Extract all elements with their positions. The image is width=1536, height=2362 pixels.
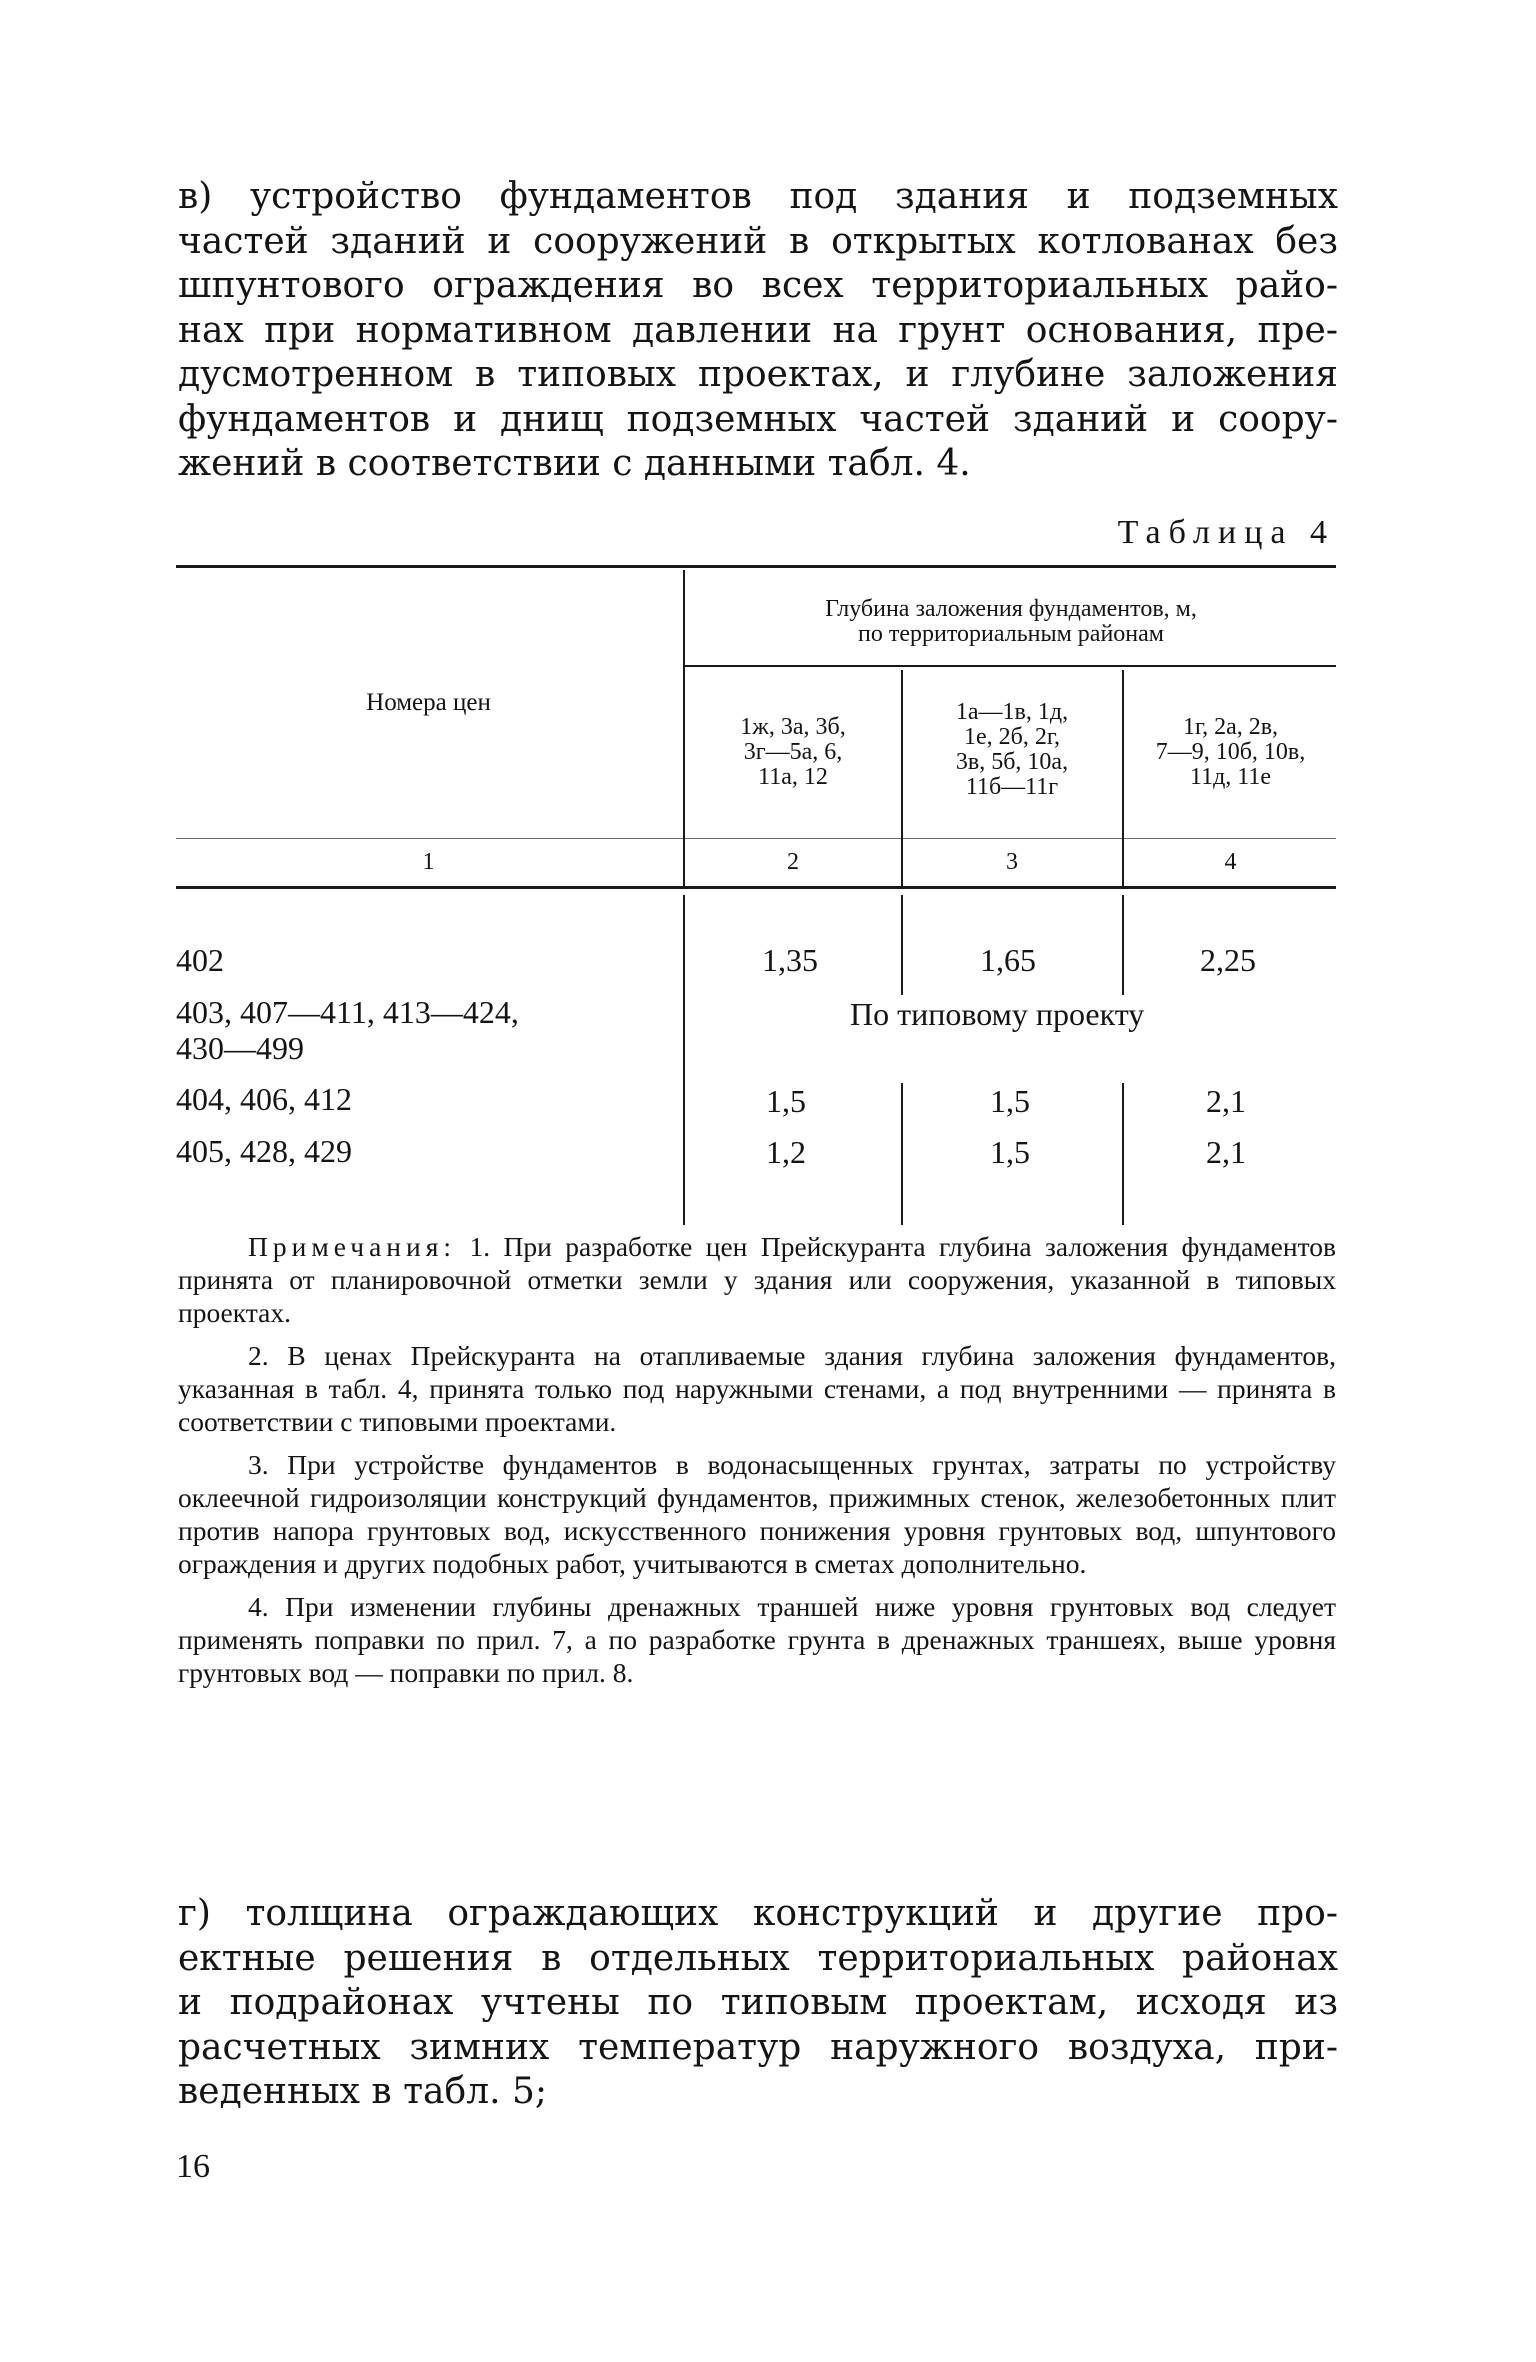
paragraph-g-line: ектные решения в отдельных территориальных районах xyxy=(178,1937,1338,1979)
subheader-line: 3в, 5б, 10а, xyxy=(955,749,1069,775)
merged-cell: По типовому проекту xyxy=(850,996,1145,1032)
row-label-line: 430—499 xyxy=(176,1030,304,1066)
header-group xyxy=(686,597,1336,647)
paragraph-v-line: шпунтового ограждения во всех территориальных райо- xyxy=(178,265,1338,306)
row-label: 402 xyxy=(176,942,224,978)
note-3: 3. При устройстве фундаментов в водонасыщенных грунтах, затраты по устройству оклеечной гидроизоляции конструкций фундаментов, прижимных стенок, железобетонных плит против напора грунтовых вод, искусственного понижения уровня грунтовых вод, шпунтового ограждения и других подобных работ, учитываются в сметах дополнительно. xyxy=(178,1449,1336,1579)
cell-value: 1,5 xyxy=(990,1134,1030,1170)
subheader-line: 11б—11г xyxy=(965,774,1059,800)
body-column-line-1 xyxy=(683,895,685,1225)
cell-value: 2,1 xyxy=(1206,1083,1246,1119)
cell-value: 2,1 xyxy=(1206,1134,1246,1170)
paragraph-g xyxy=(178,1892,1338,2115)
paragraph-v xyxy=(178,175,1338,487)
paragraph-v-line: жений в соответствии с данными табл. 4. xyxy=(178,443,971,484)
row-label: 404, 406, 412 xyxy=(176,1081,352,1117)
subheader-line: 1ж, 3а, 3б, xyxy=(740,714,846,740)
paragraph-v-line: в) устройство фундаментов под здания и подземных xyxy=(178,176,1338,217)
body-column-line-3b xyxy=(1122,1083,1124,1225)
subheader-line: 7—9, 10б, 10в, xyxy=(1155,739,1306,765)
column-number: 2 xyxy=(787,849,799,875)
notes-label: Примечания: xyxy=(248,1231,457,1262)
body-column-line-2a xyxy=(901,895,903,995)
subheader-col2 xyxy=(686,715,900,790)
subheader-line: 1а—1в, 1д, xyxy=(955,699,1069,725)
subheader-line: 11а, 12 xyxy=(758,764,828,790)
paragraph-v-line: частей зданий и сооружений в открытых котлованах без xyxy=(178,220,1338,262)
subheader-line: 1г, 2а, 2в, xyxy=(1182,714,1279,740)
note-4: 4. При изменении глубины дренажных траншей ниже уровня грунтовых вод следует применять поправки по прил. 7, а по разработке грунта в дренажных траншеях, выше уровня грунтовых вод — поправки по прил. 8. xyxy=(178,1591,1336,1688)
column-line-2 xyxy=(901,670,903,888)
paragraph-v-line: фундаментов и днищ подземных частей зданий и соору- xyxy=(178,398,1338,440)
cell-value: 1,5 xyxy=(990,1083,1030,1119)
cell-value: 1,5 xyxy=(766,1083,806,1119)
subheader-col4 xyxy=(1125,715,1336,790)
note-2: 2. В ценах Прейскуранта на отапливаемые здания глубина заложения фундаментов, указанная в табл. 4, принята только под наружными стенами, а под внутренними — принята в соответствии с типовыми проектами. xyxy=(178,1340,1336,1437)
body-column-line-2b xyxy=(901,1083,903,1225)
subheader-line: 1е, 2б, 2г, xyxy=(964,724,1060,750)
subheader-line: 11д, 11е xyxy=(1189,764,1272,790)
header-col1: Номера цен xyxy=(366,689,491,716)
header-divider xyxy=(684,665,1336,667)
row-label xyxy=(176,994,519,1066)
cell-value: 1,35 xyxy=(762,942,818,978)
paragraph-v-line: нах при нормативном давлении на грунт основания, пре- xyxy=(178,309,1338,351)
paragraph-v-line: дусмотренном в типовых проектах, и глубине заложения xyxy=(178,354,1338,395)
header-group-line: Глубина заложения фундаментов, м, xyxy=(825,596,1197,622)
paragraph-g-line: и подрайонах учтены по типовым проектам, исходя из xyxy=(178,1982,1338,2023)
column-number: 1 xyxy=(422,849,435,875)
paragraph-g-line: г) толщина ограждающих конструкций и другие про- xyxy=(178,1893,1338,1934)
cell-value: 1,65 xyxy=(980,942,1036,978)
table-caption: Таблица 4 xyxy=(1117,514,1335,551)
row-label-line: 403, 407—411, 413—424, xyxy=(176,994,519,1030)
table-top-rule xyxy=(176,565,1336,568)
paragraph-g-line: веденных в табл. 5; xyxy=(178,2071,547,2112)
paragraph-g-line: расчетных зимних температур наружного воздуха, при- xyxy=(178,2026,1338,2068)
header-bottom-rule xyxy=(176,838,1336,839)
subheader-col3 xyxy=(904,700,1120,800)
note-text: 1. При разработке цен Прейскуранта глубина заложения фундаментов принята от планировочной отметки земли у здания или сооружения, указанной в типовых проектах. xyxy=(178,1231,1336,1328)
note-1 xyxy=(178,1230,1336,1329)
column-line-1 xyxy=(683,570,685,888)
row-label: 405, 428, 429 xyxy=(176,1133,352,1169)
column-line-3 xyxy=(1122,670,1124,888)
subheader-line: 3г—5а, 6, xyxy=(743,739,843,765)
cell-value: 1,2 xyxy=(766,1134,806,1170)
column-number: 3 xyxy=(1006,849,1018,875)
column-numbers-rule xyxy=(176,886,1336,889)
column-number: 4 xyxy=(1224,849,1237,875)
page-number: 16 xyxy=(176,2148,210,2185)
body-column-line-3a xyxy=(1122,895,1124,995)
header-group-line: по территориальным районам xyxy=(858,621,1164,647)
cell-value: 2,25 xyxy=(1200,942,1256,978)
table-notes xyxy=(178,1230,1336,1699)
